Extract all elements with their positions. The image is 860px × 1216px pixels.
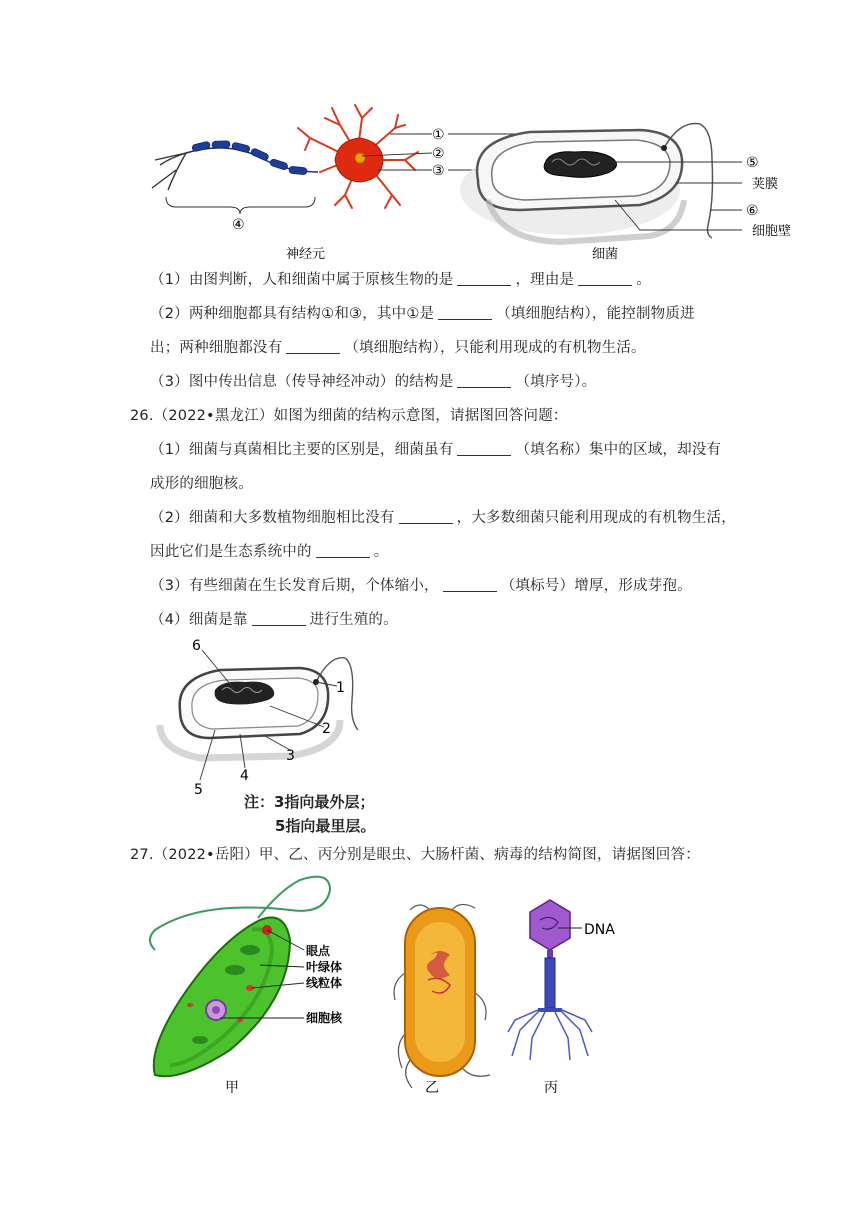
label-4: ④ xyxy=(232,217,245,233)
euglena xyxy=(150,877,330,1077)
label-3: ③ xyxy=(432,163,445,179)
num-2: 2 xyxy=(322,721,331,737)
caption-yi: 乙 xyxy=(425,1080,439,1096)
brace-4 xyxy=(166,197,315,214)
caption-bacteria: 细菌 xyxy=(592,247,619,262)
q26-sentence-4: （4）细菌是靠 进行生殖的。 xyxy=(150,612,398,628)
label-5: ⑤ xyxy=(746,155,759,171)
answer-blank[interactable] xyxy=(578,271,632,286)
label-1: ① xyxy=(432,127,445,143)
answer-blank[interactable] xyxy=(286,339,340,354)
bacteriophage xyxy=(508,900,592,1060)
myelin-sheath xyxy=(192,141,308,175)
label-cell-wall: 细胞壁 xyxy=(752,224,792,239)
q25-sentence-3: （3）图中传出信息（传导神经冲动）的结构是 （填序号）。 xyxy=(150,374,597,390)
answer-blank[interactable] xyxy=(457,373,511,388)
answer-blank[interactable] xyxy=(443,577,497,592)
label-2: ② xyxy=(432,146,445,162)
answer-blank[interactable] xyxy=(457,271,511,286)
figure-neuron-bacteria xyxy=(0,0,860,265)
caption-bing: 丙 xyxy=(544,1080,558,1096)
q25-sentence-1: （1）由图判断，人和细菌中属于原核生物的是 ，理由是 。 xyxy=(150,272,651,288)
answer-blank[interactable] xyxy=(438,305,492,320)
num-5: 5 xyxy=(194,782,203,798)
q26-sentence-2b: 因此它们是生态系统中的 。 xyxy=(150,544,389,560)
answer-blank[interactable] xyxy=(252,611,306,626)
figure-neuron-bacteria-svg xyxy=(0,0,860,265)
q26-sentence-1b: 成形的细胞核。 xyxy=(150,476,253,492)
answer-blank[interactable] xyxy=(399,509,453,524)
nucleus xyxy=(355,153,365,163)
figure-note-2: 5指向最里层。 xyxy=(275,817,376,835)
answer-blank[interactable] xyxy=(457,441,511,456)
label-nucleus: 细胞核 xyxy=(306,1011,343,1025)
label-mitochondria: 线粒体 xyxy=(306,976,343,990)
q25-sentence-2: （2）两种细胞都具有结构①和③，其中①是 （填细胞结构），能控制物质进 xyxy=(150,306,695,322)
q25-sentence-2b: 出；两种细胞都没有 （填细胞结构），只能利用现成的有机物生活。 xyxy=(150,340,646,356)
answer-blank[interactable] xyxy=(316,543,370,558)
bacterium-figure xyxy=(460,124,713,243)
label-capsule: 荚膜 xyxy=(752,177,779,192)
caption-jia: 甲 xyxy=(225,1080,239,1096)
label-6: ⑥ xyxy=(746,203,759,219)
q26-sentence-1: （1）细菌与真菌相比主要的区别是，细菌虽有 （填名称）集中的区域，却没有 xyxy=(150,442,722,458)
figure-q27 xyxy=(140,870,640,1100)
q27-svg xyxy=(140,870,640,1100)
label-dna: DNA xyxy=(584,922,615,938)
label-eyespot: 眼点 xyxy=(306,944,331,958)
axon-terminal xyxy=(152,153,186,190)
q26-sentence-2: （2）细菌和大多数植物细胞相比没有 ，大多数细菌只能利用现成的有机物生活， xyxy=(150,510,736,526)
num-1: 1 xyxy=(336,680,345,696)
figure-note-1: 注：3指向最外层； xyxy=(244,793,375,811)
q27-heading: 27.（2022•岳阳）甲、乙、丙分别是眼虫、大肠杆菌、病毒的结构简图，请据图回答： xyxy=(130,847,700,863)
q26-sentence-3: （3）有些细菌在生长发育后期，个体缩小， （填标号）增厚，形成芽孢。 xyxy=(150,578,692,594)
caption-neuron: 神经元 xyxy=(286,247,326,262)
label-chloroplast: 叶绿体 xyxy=(306,960,343,974)
num-4: 4 xyxy=(240,768,249,784)
q26-heading: 26.（2022•黑龙江）如图为细菌的结构示意图，请据图回答问题： xyxy=(130,408,568,424)
e-coli xyxy=(394,904,490,1088)
nucleoid xyxy=(544,152,616,178)
num-3: 3 xyxy=(286,748,295,764)
num-6: 6 xyxy=(192,638,201,654)
